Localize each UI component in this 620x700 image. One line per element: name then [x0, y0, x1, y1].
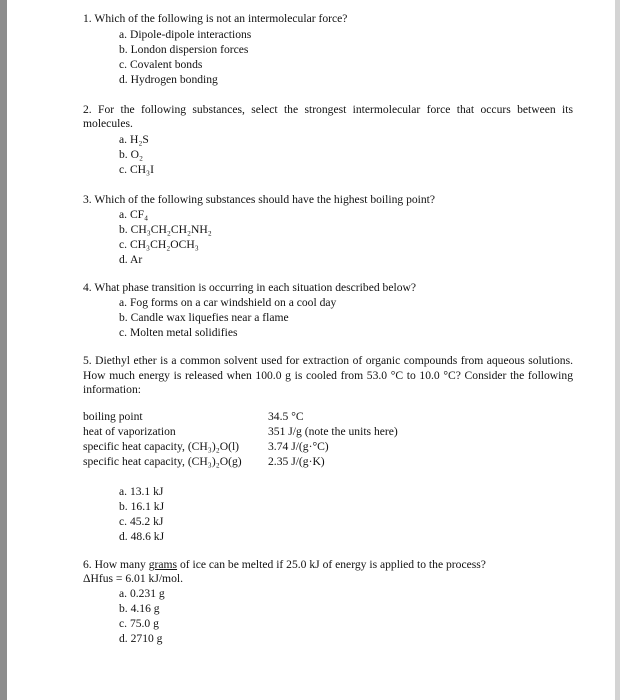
question-1-option-d: d. Hydrogen bonding	[119, 73, 218, 86]
question-4-option-a: a. Fog forms on a car windshield on a cool day	[119, 296, 337, 309]
question-3-option-b: b. CH₃CH₂CH₂NH₂	[119, 223, 212, 236]
question-5-option-c: c. 45.2 kJ	[119, 515, 164, 528]
question-4-stem: 4. What phase transition is occurring in each situation described below?	[83, 281, 417, 294]
question-6-option-c: c. 75.0 g	[119, 617, 159, 630]
question-6-stem-suffix: of ice can be melted if 25.0 kJ of energy is applied to the process?	[177, 558, 486, 571]
info-label-heat-capacity-liquid: specific heat capacity, (CH₃)₂O(l)	[83, 440, 240, 453]
question-2-option-b: b. O₂	[119, 148, 144, 161]
question-1-stem: 1. Which of the following is not an intermolecular force?	[83, 12, 348, 25]
question-2-option-c: c. CH₃I	[119, 163, 154, 176]
info-label-heat-capacity-gas: specific heat capacity, (CH₃)₂O(g)	[83, 455, 242, 468]
question-2-option-a: a. H₂S	[119, 133, 149, 146]
info-value-heat-of-vaporization: 351 J/g (note the units here)	[268, 425, 398, 438]
question-6-stem-underlined: grams	[148, 558, 178, 571]
question-6-stem	[83, 558, 486, 571]
question-6-option-b: b. 4.16 g	[119, 602, 160, 615]
question-6-stem-prefix: 6. How many	[83, 558, 149, 571]
question-4-option-c: c. Molten metal solidifies	[119, 326, 238, 339]
question-2-stem: 2. For the following substances, select the strongest intermolecular force that occurs between its molecules.	[83, 103, 573, 130]
question-3-option-c: c. CH₃CH₂OCH₃	[119, 238, 199, 251]
question-5-stem: 5. Diethyl ether is a common solvent used for extraction of organic compounds from aqueous solutions. How much energy is released when 100.0 g is cooled from 53.0 °C to 10.0 °C? Consider the following information:	[83, 354, 573, 396]
question-3-option-d: d. Ar	[119, 253, 143, 266]
question-4-option-b: b. Candle wax liquefies near a flame	[119, 311, 289, 324]
question-1-option-b: b. London dispersion forces	[119, 43, 249, 56]
question-5-option-b: b. 16.1 kJ	[119, 500, 165, 513]
question-6-option-a: a. 0.231 g	[119, 587, 165, 600]
question-3-option-a: a. CF₄	[119, 208, 149, 221]
question-1-option-a: a. Dipole-dipole interactions	[119, 28, 252, 41]
info-value-heat-capacity-liquid: 3.74 J/(g·°C)	[268, 440, 329, 453]
question-1-option-c: c. Covalent bonds	[119, 58, 203, 71]
info-label-boiling-point: boiling point	[83, 410, 143, 423]
question-3-stem: 3. Which of the following substances should have the highest boiling point?	[83, 193, 436, 206]
question-5-option-a: a. 13.1 kJ	[119, 485, 164, 498]
question-6-option-d: d. 2710 g	[119, 632, 163, 645]
info-label-heat-of-vaporization: heat of vaporization	[83, 425, 176, 438]
info-value-heat-capacity-gas: 2.35 J/(g·K)	[268, 455, 325, 468]
question-6-given: ΔHfus = 6.01 kJ/mol.	[83, 572, 183, 585]
question-5-option-d: d. 48.6 kJ	[119, 530, 165, 543]
info-value-boiling-point: 34.5 °C	[268, 410, 304, 423]
